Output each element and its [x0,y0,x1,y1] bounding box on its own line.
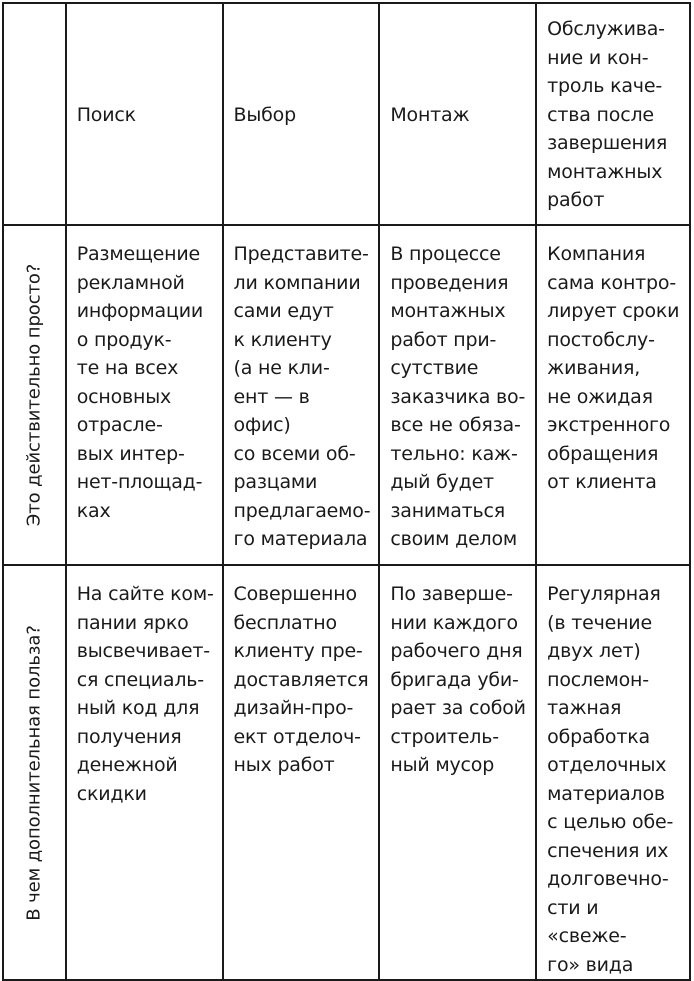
row-label-cell [3,225,66,565]
table-cell [379,565,536,980]
row-label: В чем дополнительная польза? [23,624,45,921]
table-row-benefit [3,565,690,980]
column-header-search [66,3,223,225]
comparison-table [2,2,691,981]
row-label-cell [3,565,66,980]
table-row-simplicity [3,225,690,565]
column-header-choice [223,3,380,225]
cell-text: Компания сама контро- лирует сроки постобслу- живания, не ожидая экстренного обращения от клиента [547,243,680,493]
table-cell [223,225,380,565]
column-header-label: Выбор [233,103,296,126]
corner-cell [3,3,66,225]
cell-text: Представите- ли компании сами едут к клиенту (а не кли- ент — в офис) со всеми об- разцами предлагаемо- го материала [233,243,371,550]
table-cell [379,225,536,565]
table-cell [223,565,380,980]
cell-text: На сайте ком- пании ярко высвечивает- ся специаль- ный код для получения денежной скидки [76,583,214,805]
cell-text: В процессе проведения монтажных работ при- сутствие заказчика во- все не обяза- тельно: каж- дый будет заниматься своим делом [390,243,526,550]
cell-text: По заверше- нии каждого рабочего дня бригада уби- рает за собой строитель- ный мусор [390,583,526,776]
cell-text: Размещение рекламной информации о продук- те на всех основных отрасле- вых интер- нет-площад- ках [76,243,204,522]
table-cell [536,225,690,565]
column-header-installation [379,3,536,225]
row-label: Это действительно просто? [23,263,45,527]
table-header-row [3,3,690,225]
table-cell [66,225,223,565]
table-cell [536,565,690,980]
column-header-label: Монтаж [390,103,470,126]
column-header-label: Поиск [76,103,136,126]
cell-text: Регулярная (в течение двух лет) послемон- тажная обработка отделочных материалов с целью обе- спечения их долговечно- сти и «свеже- го» вида [547,583,674,976]
column-header-service [536,3,690,225]
table-cell [66,565,223,980]
column-header-label: Обслужива- ние и кон- троль каче- ства после завершения монтажных работ [547,18,668,212]
cell-text: Совершенно бесплатно клиенту пре- доставляется дизайн-про- ект отделоч- ных работ [233,583,369,776]
